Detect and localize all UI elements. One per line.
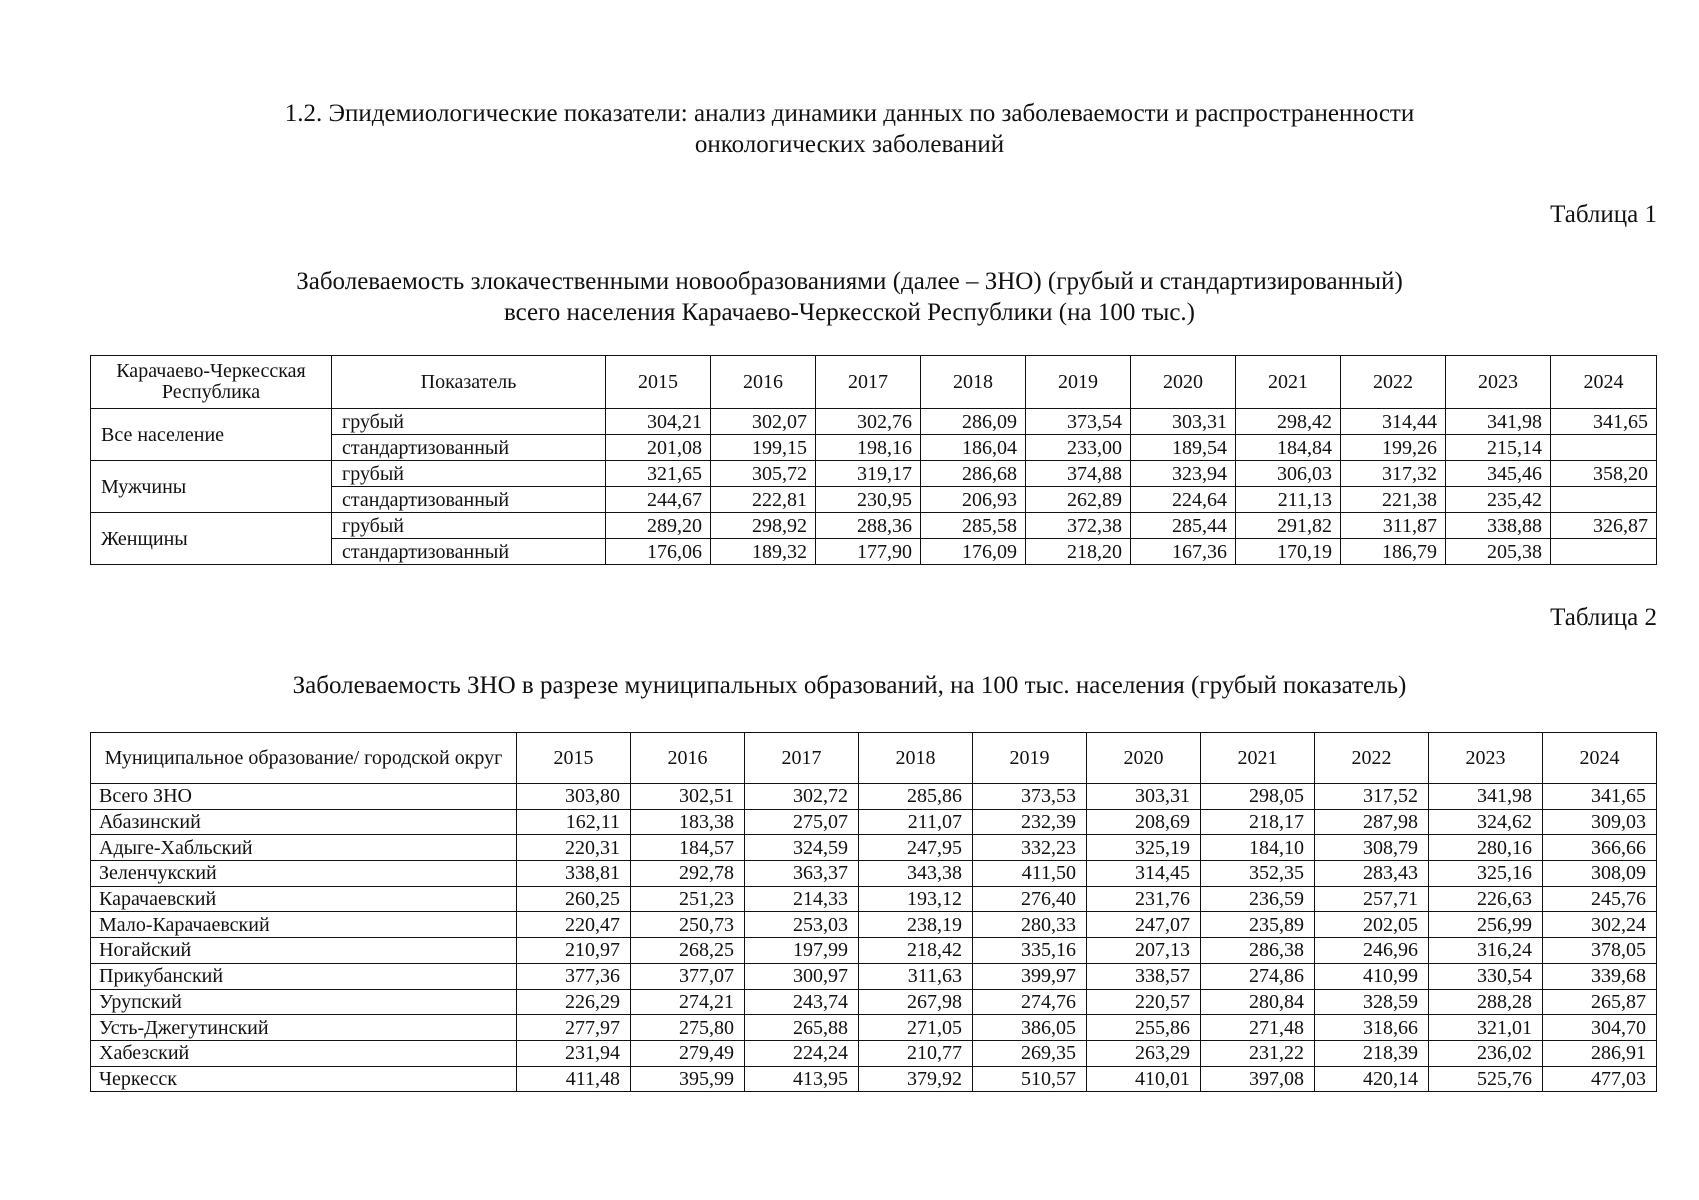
value-cell: 330,54 — [1429, 963, 1543, 989]
value-cell: 302,76 — [816, 409, 921, 435]
value-cell: 226,63 — [1429, 886, 1543, 912]
value-cell: 338,81 — [517, 861, 631, 887]
value-cell: 222,81 — [711, 487, 816, 513]
value-cell: 303,31 — [1131, 409, 1236, 435]
value-cell: 377,07 — [631, 963, 745, 989]
value-cell: 324,62 — [1429, 809, 1543, 835]
indicator-cell: грубый — [332, 409, 606, 435]
value-cell: 189,32 — [711, 539, 816, 565]
value-cell: 207,13 — [1087, 938, 1201, 964]
value-cell: 308,09 — [1543, 861, 1657, 887]
value-cell: 316,24 — [1429, 938, 1543, 964]
value-cell: 317,52 — [1315, 784, 1429, 810]
value-cell: 287,98 — [1315, 809, 1429, 835]
value-cell: 304,70 — [1543, 1015, 1657, 1041]
value-cell: 231,94 — [517, 1040, 631, 1066]
table-row — [91, 1015, 1657, 1041]
value-cell: 201,08 — [606, 435, 711, 461]
municipality-name-cell: Адыге-Хабльский — [91, 835, 517, 861]
value-cell: 324,59 — [745, 835, 859, 861]
value-cell: 338,57 — [1087, 963, 1201, 989]
table-row — [91, 835, 1657, 861]
municipality-name-cell: Хабезский — [91, 1040, 517, 1066]
value-cell: 262,89 — [1026, 487, 1131, 513]
value-cell: 298,42 — [1236, 409, 1341, 435]
value-cell: 280,33 — [973, 912, 1087, 938]
value-cell: 247,95 — [859, 835, 973, 861]
value-cell: 235,42 — [1446, 487, 1551, 513]
value-cell: 338,88 — [1446, 513, 1551, 539]
value-cell: 186,04 — [921, 435, 1026, 461]
table1-header-cell: 2018 — [921, 356, 1026, 409]
table2-header-cell: Муниципальное образование/ городской округ — [91, 733, 517, 784]
value-cell: 306,03 — [1236, 461, 1341, 487]
value-cell: 285,58 — [921, 513, 1026, 539]
table1-header-cell: 2016 — [711, 356, 816, 409]
value-cell: 211,13 — [1236, 487, 1341, 513]
municipality-name-cell: Усть-Джегутинский — [91, 1015, 517, 1041]
indicator-cell: стандартизованный — [332, 435, 606, 461]
value-cell: 189,54 — [1131, 435, 1236, 461]
value-cell: 420,14 — [1315, 1066, 1429, 1092]
value-cell: 314,44 — [1341, 409, 1446, 435]
value-cell: 271,05 — [859, 1015, 973, 1041]
table1-header-cell: 2019 — [1026, 356, 1131, 409]
value-cell: 280,16 — [1429, 835, 1543, 861]
value-cell: 341,65 — [1543, 784, 1657, 810]
value-cell: 198,16 — [816, 435, 921, 461]
value-cell: 303,80 — [517, 784, 631, 810]
value-cell: 263,29 — [1087, 1040, 1201, 1066]
value-cell: 235,89 — [1201, 912, 1315, 938]
table-row — [91, 409, 1657, 435]
value-cell: 285,44 — [1131, 513, 1236, 539]
value-cell: 265,88 — [745, 1015, 859, 1041]
value-cell: 286,38 — [1201, 938, 1315, 964]
value-cell: 378,05 — [1543, 938, 1657, 964]
value-cell: 345,46 — [1446, 461, 1551, 487]
value-cell: 292,78 — [631, 861, 745, 887]
table-row — [91, 861, 1657, 887]
value-cell: 224,24 — [745, 1040, 859, 1066]
value-cell: 298,05 — [1201, 784, 1315, 810]
table2-caption — [0, 670, 1699, 701]
value-cell: 250,73 — [631, 912, 745, 938]
section-heading — [0, 98, 1699, 160]
value-cell: 289,20 — [606, 513, 711, 539]
value-cell: 377,36 — [517, 963, 631, 989]
value-cell: 341,98 — [1429, 784, 1543, 810]
table-row — [91, 912, 1657, 938]
value-cell: 218,39 — [1315, 1040, 1429, 1066]
table2-header-cell: 2019 — [973, 733, 1087, 784]
value-cell: 397,08 — [1201, 1066, 1315, 1092]
table2-header-cell: 2023 — [1429, 733, 1543, 784]
value-cell: 197,99 — [745, 938, 859, 964]
value-cell: 253,03 — [745, 912, 859, 938]
value-cell: 230,95 — [816, 487, 921, 513]
value-cell: 211,07 — [859, 809, 973, 835]
table1-header-cell: 2021 — [1236, 356, 1341, 409]
value-cell: 245,76 — [1543, 886, 1657, 912]
value-cell: 302,72 — [745, 784, 859, 810]
table2-header-cell: 2015 — [517, 733, 631, 784]
value-cell: 184,57 — [631, 835, 745, 861]
value-cell: 285,86 — [859, 784, 973, 810]
table1-caption-line2: всего населения Карачаево-Черкесской Республики (на 100 тыс.) — [504, 299, 1195, 326]
table-row — [91, 784, 1657, 810]
value-cell: 193,12 — [859, 886, 973, 912]
value-cell: 247,07 — [1087, 912, 1201, 938]
value-cell: 220,57 — [1087, 989, 1201, 1015]
value-cell: 183,38 — [631, 809, 745, 835]
value-cell: 184,10 — [1201, 835, 1315, 861]
table-row — [91, 809, 1657, 835]
value-cell: 275,07 — [745, 809, 859, 835]
table-row — [91, 989, 1657, 1015]
value-cell: 210,97 — [517, 938, 631, 964]
value-cell: 411,50 — [973, 861, 1087, 887]
table1-header-cell: 2023 — [1446, 356, 1551, 409]
value-cell: 267,98 — [859, 989, 973, 1015]
table1-header-cell: 2017 — [816, 356, 921, 409]
value-cell: 274,21 — [631, 989, 745, 1015]
value-cell: 309,03 — [1543, 809, 1657, 835]
indicator-cell: стандартизованный — [332, 487, 606, 513]
value-cell: 326,87 — [1551, 513, 1657, 539]
value-cell: 243,74 — [745, 989, 859, 1015]
value-cell: 208,69 — [1087, 809, 1201, 835]
table-row — [91, 938, 1657, 964]
value-cell: 257,71 — [1315, 886, 1429, 912]
value-cell: 477,03 — [1543, 1066, 1657, 1092]
value-cell: 323,94 — [1131, 461, 1236, 487]
value-cell: 162,11 — [517, 809, 631, 835]
value-cell: 238,19 — [859, 912, 973, 938]
table-row — [91, 963, 1657, 989]
table-row — [91, 461, 1657, 487]
table2-header-cell: 2024 — [1543, 733, 1657, 784]
value-cell: 311,63 — [859, 963, 973, 989]
municipality-name-cell: Прикубанский — [91, 963, 517, 989]
value-cell: 286,68 — [921, 461, 1026, 487]
table-row — [91, 1040, 1657, 1066]
value-cell: 260,25 — [517, 886, 631, 912]
value-cell: 186,79 — [1341, 539, 1446, 565]
indicator-cell: грубый — [332, 461, 606, 487]
value-cell: 232,39 — [973, 809, 1087, 835]
group-name-cell: Женщины — [91, 513, 332, 565]
section-heading-line1: 1.2. Эпидемиологические показатели: анализ динамики данных по заболеваемости и распространенности — [284, 100, 1415, 127]
table-row — [91, 513, 1657, 539]
value-cell: 302,24 — [1543, 912, 1657, 938]
table2-header-cell: 2018 — [859, 733, 973, 784]
value-cell: 332,23 — [973, 835, 1087, 861]
value-cell: 256,99 — [1429, 912, 1543, 938]
value-cell: 206,93 — [921, 487, 1026, 513]
value-cell: 510,57 — [973, 1066, 1087, 1092]
value-cell: 170,19 — [1236, 539, 1341, 565]
value-cell: 221,38 — [1341, 487, 1446, 513]
value-cell: 244,67 — [606, 487, 711, 513]
value-cell: 413,95 — [745, 1066, 859, 1092]
value-cell: 226,29 — [517, 989, 631, 1015]
value-cell: 525,76 — [1429, 1066, 1543, 1092]
value-cell: 220,47 — [517, 912, 631, 938]
table2-header-row — [91, 733, 1657, 784]
table1-header-cell: Показатель — [332, 356, 606, 409]
value-cell: 363,37 — [745, 861, 859, 887]
value-cell: 410,99 — [1315, 963, 1429, 989]
value-cell: 305,72 — [711, 461, 816, 487]
table1-caption — [0, 266, 1699, 328]
value-cell: 214,33 — [745, 886, 859, 912]
value-cell: 277,97 — [517, 1015, 631, 1041]
value-cell: 218,17 — [1201, 809, 1315, 835]
value-cell: 268,25 — [631, 938, 745, 964]
table1-header-cell: 2024 — [1551, 356, 1657, 409]
value-cell: 302,07 — [711, 409, 816, 435]
value-cell: 246,96 — [1315, 938, 1429, 964]
value-cell: 224,64 — [1131, 487, 1236, 513]
group-name-cell: Все население — [91, 409, 332, 461]
value-cell: 373,53 — [973, 784, 1087, 810]
municipality-name-cell: Ногайский — [91, 938, 517, 964]
value-cell: 274,76 — [973, 989, 1087, 1015]
value-cell: 311,87 — [1341, 513, 1446, 539]
indicator-cell: стандартизованный — [332, 539, 606, 565]
value-cell: 339,68 — [1543, 963, 1657, 989]
municipality-name-cell: Урупский — [91, 989, 517, 1015]
value-cell: 372,38 — [1026, 513, 1131, 539]
table1-header-cell: 2022 — [1341, 356, 1446, 409]
table-row — [91, 886, 1657, 912]
value-cell: 202,05 — [1315, 912, 1429, 938]
value-cell: 279,49 — [631, 1040, 745, 1066]
value-cell: 236,59 — [1201, 886, 1315, 912]
indicator-cell: грубый — [332, 513, 606, 539]
value-cell: 288,28 — [1429, 989, 1543, 1015]
table2 — [90, 732, 1657, 1092]
value-cell: 318,66 — [1315, 1015, 1429, 1041]
value-cell: 167,36 — [1131, 539, 1236, 565]
table1 — [90, 355, 1657, 565]
value-cell: 176,09 — [921, 539, 1026, 565]
value-cell: 271,48 — [1201, 1015, 1315, 1041]
value-cell: 328,59 — [1315, 989, 1429, 1015]
table1-header-row — [91, 356, 1657, 409]
table2-caption-text: Заболеваемость ЗНО в разрезе муниципальных образований, на 100 тыс. населения (грубый показатель) — [292, 672, 1407, 699]
value-cell: 411,48 — [517, 1066, 631, 1092]
value-cell: 374,88 — [1026, 461, 1131, 487]
value-cell: 300,97 — [745, 963, 859, 989]
value-cell: 325,19 — [1087, 835, 1201, 861]
value-cell: 205,38 — [1446, 539, 1551, 565]
table2-header-cell: 2017 — [745, 733, 859, 784]
value-cell: 274,86 — [1201, 963, 1315, 989]
value-cell: 298,92 — [711, 513, 816, 539]
value-cell: 199,15 — [711, 435, 816, 461]
table1-label: Таблица 1 — [1550, 201, 1657, 228]
value-cell: 352,35 — [1201, 861, 1315, 887]
value-cell: 314,45 — [1087, 861, 1201, 887]
value-cell: 286,09 — [921, 409, 1026, 435]
section-heading-line2: онкологических заболеваний — [694, 131, 1005, 158]
table-row — [91, 1066, 1657, 1092]
value-cell: 373,54 — [1026, 409, 1131, 435]
municipality-name-cell: Мало-Карачаевский — [91, 912, 517, 938]
value-cell: 176,06 — [606, 539, 711, 565]
value-cell: 184,84 — [1236, 435, 1341, 461]
municipality-name-cell: Карачаевский — [91, 886, 517, 912]
value-cell: 265,87 — [1543, 989, 1657, 1015]
value-cell: 386,05 — [973, 1015, 1087, 1041]
table1-header-cell: Карачаево-Черкесская Республика — [91, 356, 332, 409]
value-cell: 215,14 — [1446, 435, 1551, 461]
value-cell: 304,21 — [606, 409, 711, 435]
value-cell: 321,65 — [606, 461, 711, 487]
value-cell: 218,20 — [1026, 539, 1131, 565]
value-cell: 220,31 — [517, 835, 631, 861]
value-cell: 317,32 — [1341, 461, 1446, 487]
table2-header-cell: 2020 — [1087, 733, 1201, 784]
value-cell: 366,66 — [1543, 835, 1657, 861]
table2-label: Таблица 2 — [1550, 604, 1657, 631]
municipality-name-cell: Черкесск — [91, 1066, 517, 1092]
value-cell: 233,00 — [1026, 435, 1131, 461]
value-cell: 283,43 — [1315, 861, 1429, 887]
value-cell: 280,84 — [1201, 989, 1315, 1015]
municipality-name-cell: Абазинский — [91, 809, 517, 835]
value-cell — [1551, 435, 1657, 461]
value-cell: 410,01 — [1087, 1066, 1201, 1092]
value-cell: 218,42 — [859, 938, 973, 964]
table2-header-cell: 2016 — [631, 733, 745, 784]
municipality-name-cell: Зеленчукский — [91, 861, 517, 887]
value-cell: 255,86 — [1087, 1015, 1201, 1041]
value-cell: 210,77 — [859, 1040, 973, 1066]
table1-header-cell: 2015 — [606, 356, 711, 409]
value-cell: 199,26 — [1341, 435, 1446, 461]
value-cell — [1551, 487, 1657, 513]
value-cell: 319,17 — [816, 461, 921, 487]
value-cell: 395,99 — [631, 1066, 745, 1092]
value-cell: 286,91 — [1543, 1040, 1657, 1066]
value-cell — [1551, 539, 1657, 565]
value-cell: 231,76 — [1087, 886, 1201, 912]
value-cell: 321,01 — [1429, 1015, 1543, 1041]
value-cell: 177,90 — [816, 539, 921, 565]
value-cell: 251,23 — [631, 886, 745, 912]
municipality-name-cell: Всего ЗНО — [91, 784, 517, 810]
value-cell: 236,02 — [1429, 1040, 1543, 1066]
value-cell: 302,51 — [631, 784, 745, 810]
value-cell: 343,38 — [859, 861, 973, 887]
value-cell: 276,40 — [973, 886, 1087, 912]
group-name-cell: Мужчины — [91, 461, 332, 513]
value-cell: 231,22 — [1201, 1040, 1315, 1066]
value-cell: 275,80 — [631, 1015, 745, 1041]
table2-header-cell: 2022 — [1315, 733, 1429, 784]
value-cell: 335,16 — [973, 938, 1087, 964]
value-cell: 341,65 — [1551, 409, 1657, 435]
value-cell: 399,97 — [973, 963, 1087, 989]
table1-caption-line1: Заболеваемость злокачественными новообразованиями (далее – ЗНО) (грубый и стандартизированный) — [296, 268, 1403, 295]
value-cell: 303,31 — [1087, 784, 1201, 810]
value-cell: 291,82 — [1236, 513, 1341, 539]
value-cell: 308,79 — [1315, 835, 1429, 861]
value-cell: 325,16 — [1429, 861, 1543, 887]
value-cell: 358,20 — [1551, 461, 1657, 487]
table2-header-cell: 2021 — [1201, 733, 1315, 784]
value-cell: 269,35 — [973, 1040, 1087, 1066]
value-cell: 379,92 — [859, 1066, 973, 1092]
table1-header-cell: 2020 — [1131, 356, 1236, 409]
value-cell: 288,36 — [816, 513, 921, 539]
value-cell: 341,98 — [1446, 409, 1551, 435]
